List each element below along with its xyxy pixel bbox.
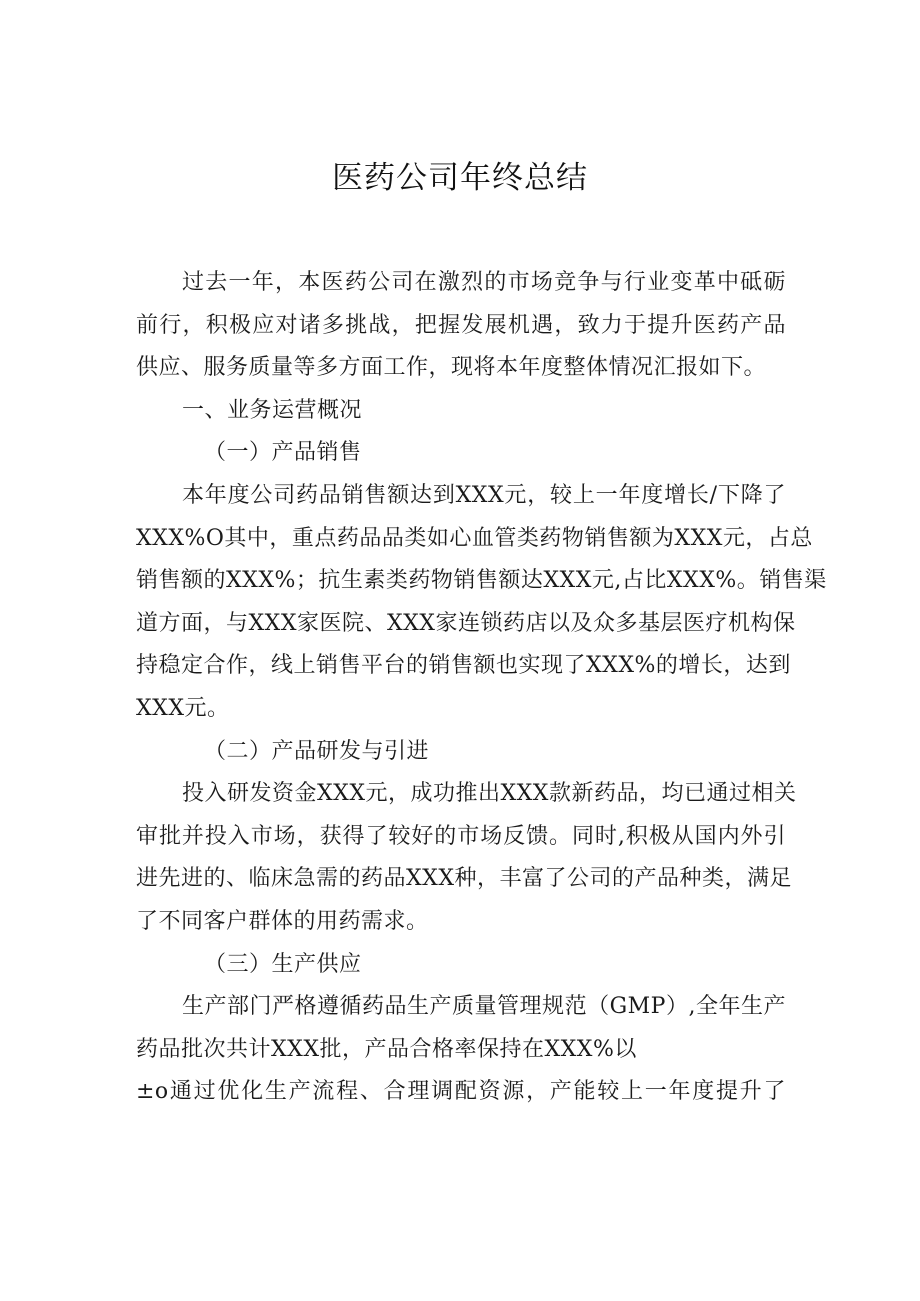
document-body: [136, 262, 827, 1114]
subsection-heading-sales: （一）产品销售: [204, 440, 362, 466]
production-line-3: ±o通过优化生产流程、合理调配资源，产能较上一年度提升了: [136, 1079, 786, 1105]
rnd-line-1: 投入研发资金XXX元，成功推出XXX款新药品，均已通过相关: [182, 781, 797, 807]
production-line-2: 药品批次共计XXX批，产品合格率保持在XXX%以: [136, 1036, 637, 1062]
sales-line-1: 本年度公司药品销售额达到XXX元，较上一年度增长/下降了: [182, 482, 786, 508]
sales-line-2: XXX%O其中，重点药品品类如心血管类药物销售额为XXX元，占总: [136, 525, 813, 551]
intro-line-1: 过去一年，本医药公司在激烈的市场竞争与行业变革中砥砺: [182, 270, 786, 295]
sales-line-3: 销售额的XXX%；抗生素类药物销售额达XXX元,占比XXX%。销售渠: [136, 568, 827, 594]
intro-line-2: 前行，积极应对诸多挑战，把握发展机遇，致力于提升医药产品: [136, 312, 786, 338]
sales-line-4: 道方面，与XXX家医院、XXX家连锁药店以及众多基层医疗机构保: [136, 610, 796, 636]
intro-line-3: 供应、服务质量等多方面工作，现将本年度整体情况汇报如下。: [136, 355, 767, 381]
rnd-line-4: 了不同客户群体的用药需求。: [136, 908, 429, 934]
sales-line-5: 持稳定合作，线上销售平台的销售额也实现了XXX%的增长，达到: [136, 653, 791, 679]
subsection-heading-production: （三）生产供应: [204, 951, 362, 977]
document-title: 医药公司年终总结: [332, 160, 588, 196]
subsection-heading-rnd: （二）产品研发与引进: [204, 738, 430, 764]
rnd-line-3: 进先进的、临床急需的药品XXX种，丰富了公司的产品种类，满足: [136, 866, 792, 892]
production-line-1: 生产部门严格遵循药品生产质量管理规范（GMP）,全年生产: [182, 994, 786, 1020]
rnd-line-2: 审批并投入市场，获得了较好的市场反馈。同时,积极从国内外引: [136, 823, 786, 849]
sales-line-6: XXX元。: [136, 695, 230, 721]
section-heading-1: 一、业务运营概况: [182, 397, 363, 423]
